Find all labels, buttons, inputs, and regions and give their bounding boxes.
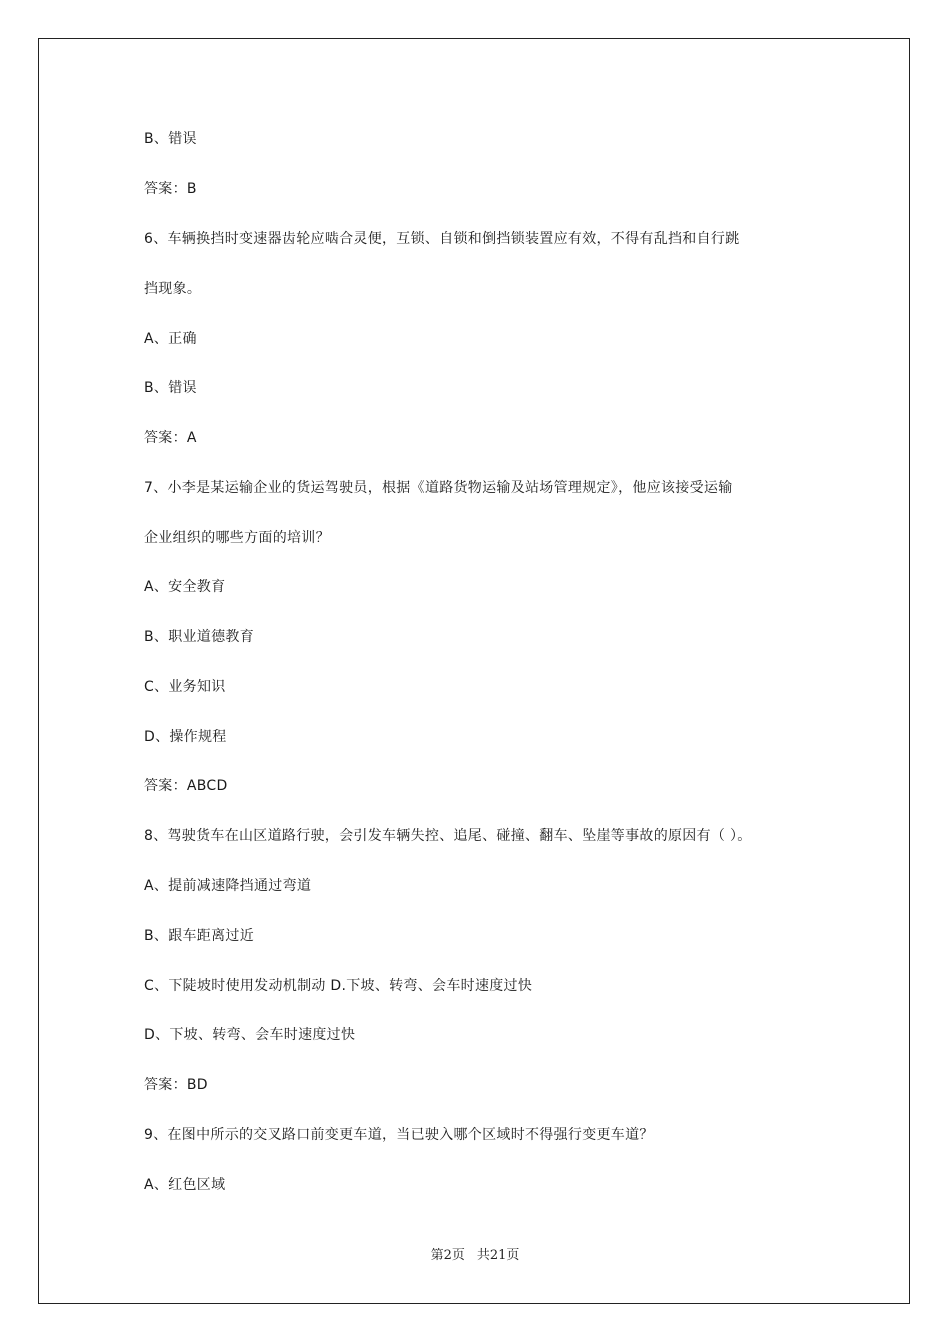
- question-7-line-2: 企业组织的哪些方面的培训？: [144, 530, 330, 546]
- question-6-line-2: 挡现象。: [144, 281, 202, 297]
- answer-q6: 答案：A: [144, 430, 197, 446]
- option-b-wrong-q5: B、错误: [144, 131, 197, 147]
- page-number: 第2页: [430, 1248, 465, 1263]
- page-frame: [38, 38, 910, 1304]
- option-b-q7: B、职业道德教育: [144, 629, 255, 645]
- option-d-q7: D、操作规程: [144, 729, 227, 745]
- question-6-line-1: 6、车辆换挡时变速器齿轮应啮合灵便，互锁、自锁和倒挡锁装置应有效，不得有乱挡和自行跳: [144, 231, 740, 247]
- option-a-q6: A、正确: [144, 331, 197, 347]
- question-9: 9、在图中所示的交叉路口前变更车道，当已驶入哪个区域时不得强行变更车道？: [144, 1127, 654, 1143]
- option-d-q8: D、下坡、转弯、会车时速度过快: [144, 1027, 356, 1043]
- question-7-line-1: 7、小李是某运输企业的货运驾驶员，根据《道路货物运输及站场管理规定》，他应该接受运输: [144, 480, 733, 496]
- page-total: 共21页: [476, 1248, 520, 1263]
- option-c-q8: C、下陡坡时使用发动机制动 D.下坡、转弯、会车时速度过快: [144, 978, 533, 994]
- option-a-q8: A、提前减速降挡通过弯道: [144, 878, 312, 894]
- option-b-q8: B、跟车距离过近: [144, 928, 255, 944]
- page-footer: [0, 1248, 950, 1264]
- option-c-q7: C、业务知识: [144, 679, 226, 695]
- answer-q5: 答案：B: [144, 181, 197, 197]
- answer-q7: 答案：ABCD: [144, 778, 228, 794]
- question-8: 8、驾驶货车在山区道路行驶，会引发车辆失控、追尾、碰撞、翻车、坠崖等事故的原因有（ ）。: [144, 828, 752, 844]
- option-b-q6: B、错误: [144, 380, 197, 396]
- option-a-q7: A、安全教育: [144, 579, 226, 595]
- option-a-q9: A、红色区域: [144, 1177, 226, 1193]
- answer-q8: 答案：BD: [144, 1077, 208, 1093]
